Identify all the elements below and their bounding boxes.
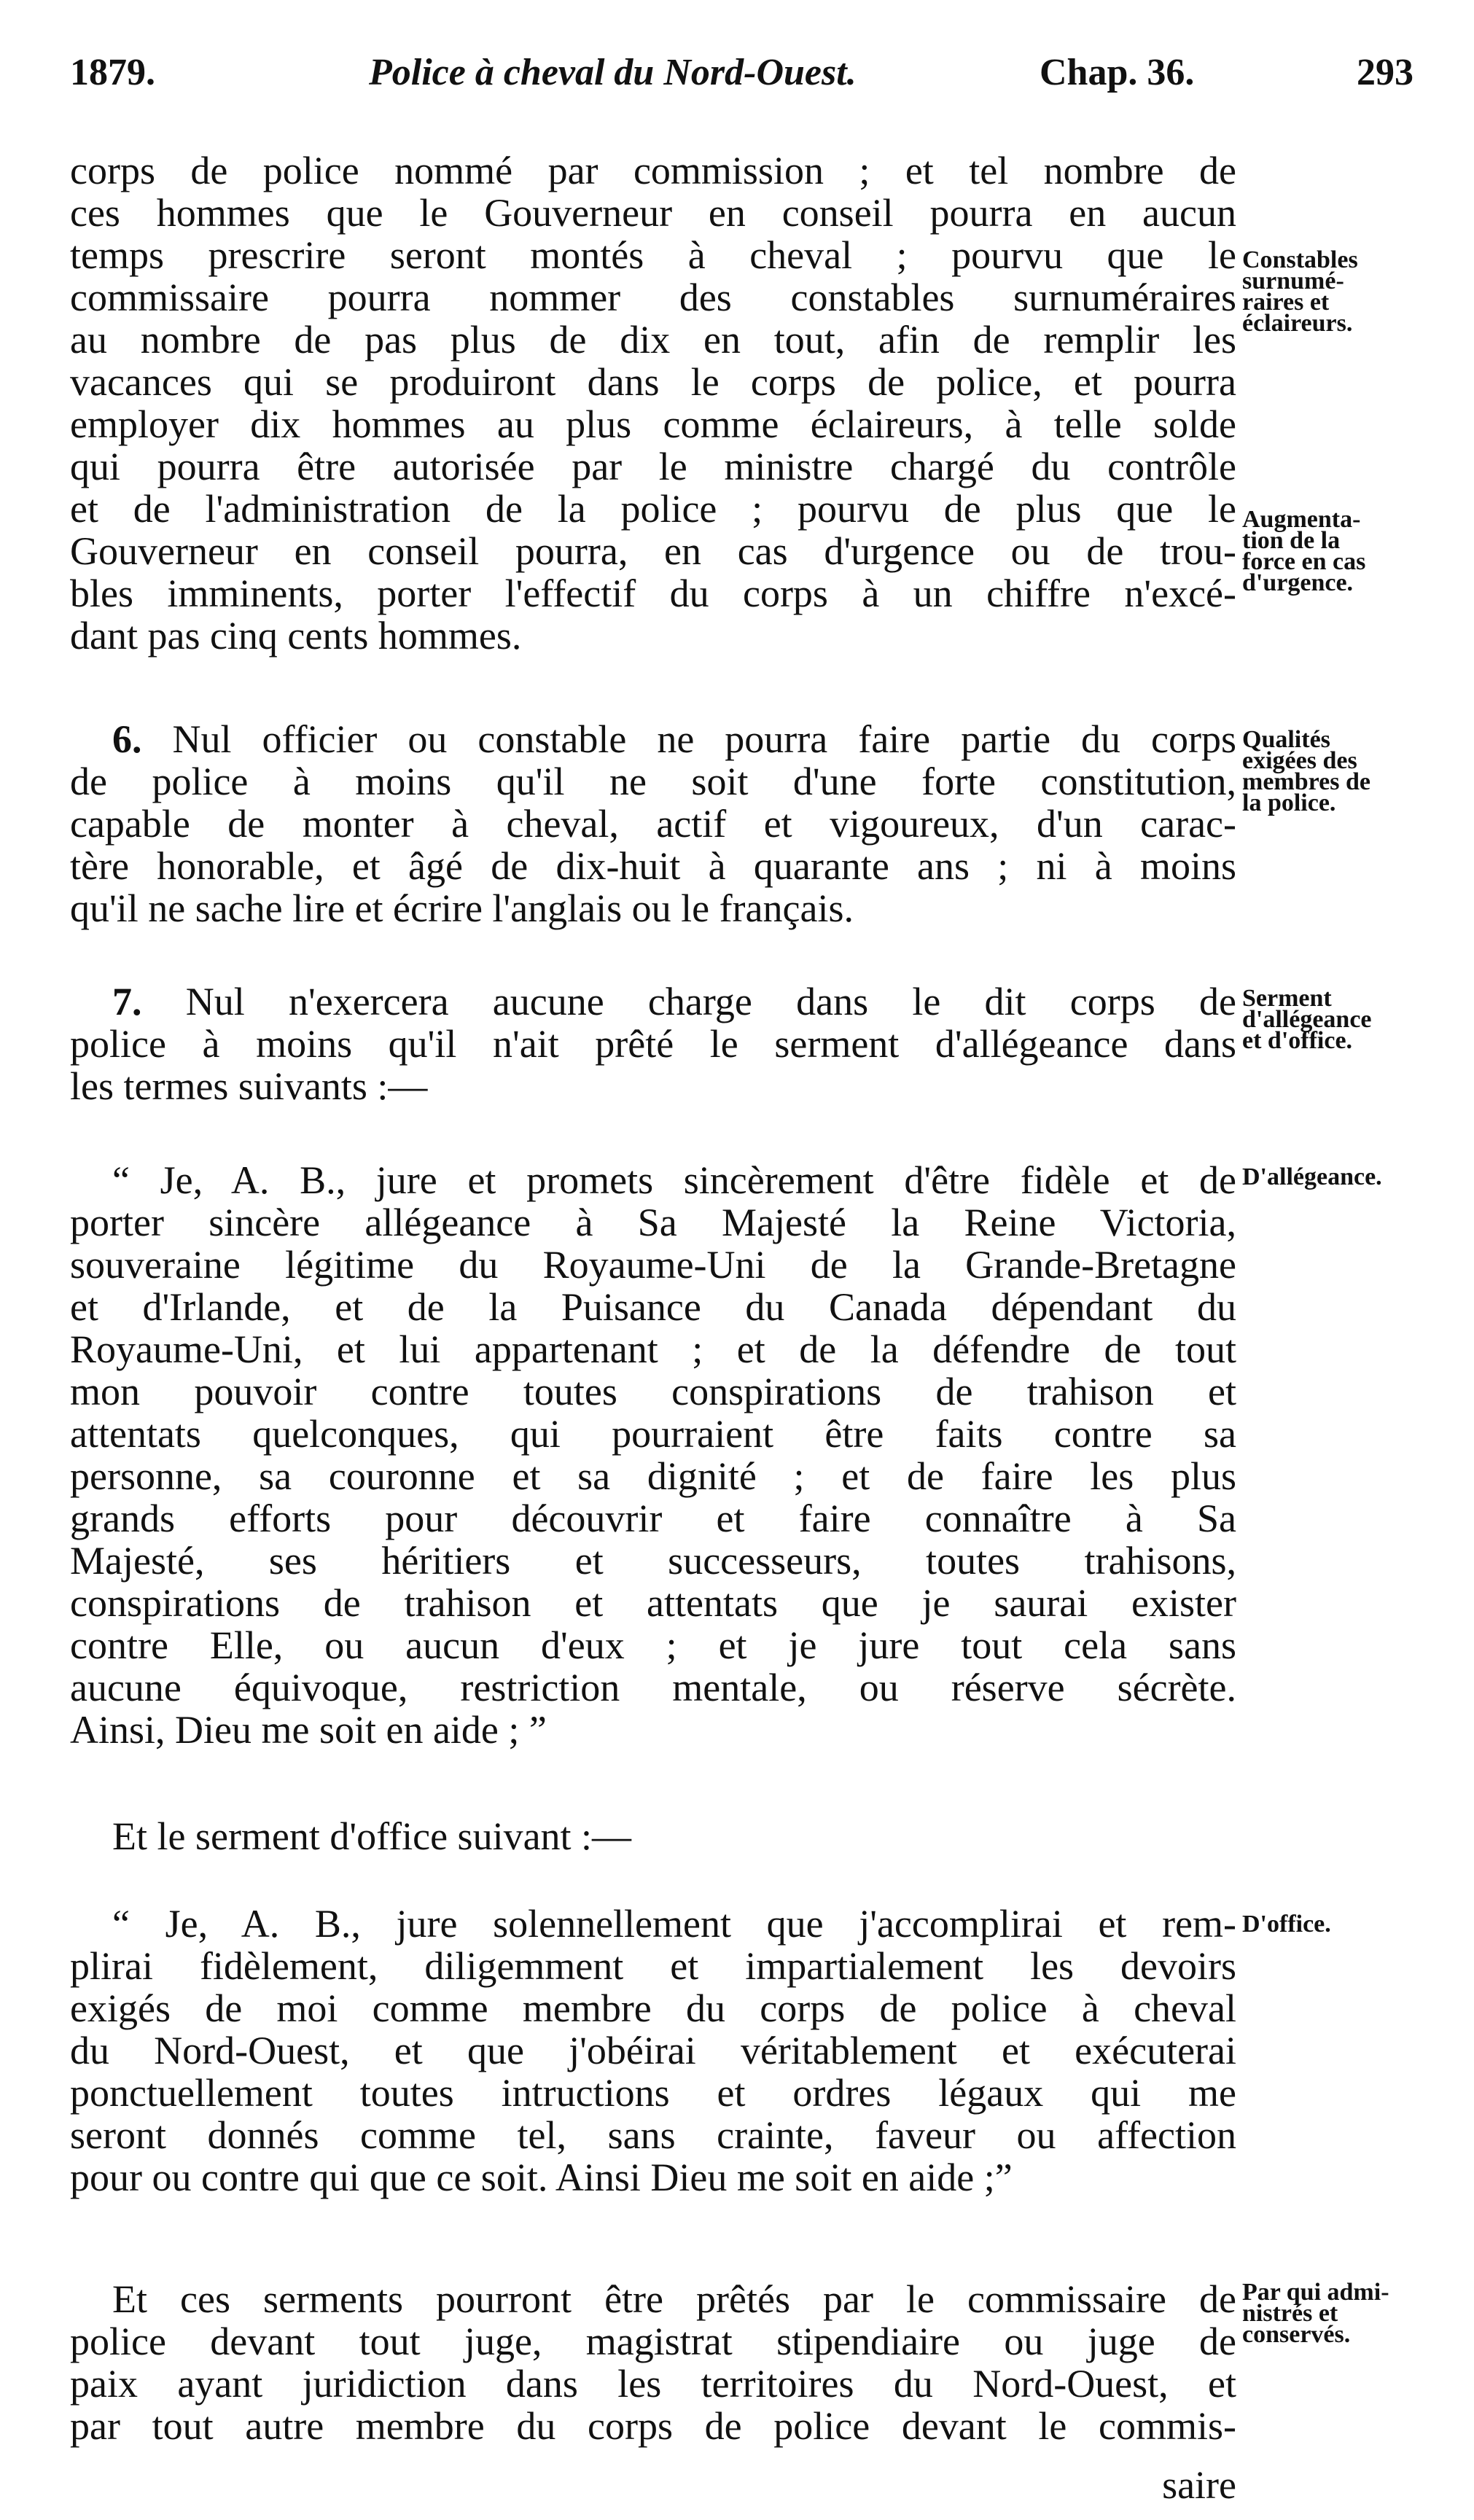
text-line: attentats quelconques, qui pourraient être faits contre sa [70, 1412, 1236, 1456]
sidenote-line: D'allégeance. [1242, 1163, 1382, 1190]
sidenote-line: Serment [1242, 985, 1332, 1012]
text-line: employer dix hommes au plus comme éclaireurs, à telle solde [70, 402, 1236, 446]
sidenote-line: exigées des [1242, 747, 1357, 774]
sidenote-line: nistrés et [1242, 2300, 1338, 2327]
sidenote-line: tion de la [1242, 527, 1341, 554]
text-line: et d'Irlande, et de la Puisance du Canada dépendant du [70, 1285, 1236, 1329]
text-line: tère honorable, et âgé de dix-huit à quarante ans ; ni à moins [70, 844, 1236, 888]
sidenote-line: surnumé- [1242, 268, 1344, 294]
sidenote-constables [1242, 246, 1461, 337]
text-line: conspirations de trahison et attentats que je saurai exister [70, 1581, 1236, 1625]
text-line: plirai fidèlement, diligemment et impartialement les devoirs [70, 1944, 1236, 1988]
text-line: dant pas cinq cents hommes. [70, 614, 522, 658]
text-line: vacances qui se produiront dans le corps de police, et pourra [70, 360, 1236, 404]
text-line: qui pourra être autorisée par le ministre chargé du contrôle [70, 445, 1236, 488]
text-line: police à moins qu'il n'ait prêté le serment d'allégeance dans [70, 1022, 1236, 1066]
running-header [70, 51, 1440, 109]
sidenote-augmentation [1242, 506, 1461, 596]
oath-of-allegiance [70, 1159, 1236, 1751]
text-line: Royaume-Uni, et lui appartenant ; et de la défendre de tout [70, 1327, 1236, 1371]
sidenote-line: Constables [1242, 246, 1358, 273]
text-line: Ainsi, Dieu me soit en aide ; ” [70, 1708, 547, 1752]
text-line: mon pouvoir contre toutes conspirations de trahison et [70, 1370, 1236, 1413]
sidenote-line: conservés. [1242, 2321, 1351, 2348]
sidenote-line: D'office. [1242, 1911, 1331, 1938]
oath-of-office [70, 1903, 1236, 2199]
sidenote-line: force en cas [1242, 548, 1366, 575]
text-line: commissaire pourra nommer des constables surnuméraires [70, 276, 1236, 319]
text-line: Et le serment d'office suivant :— [112, 1814, 632, 1858]
text-line: ponctuellement toutes intructions et ordres légaux qui me [70, 2071, 1236, 2115]
administration-paragraph [70, 2278, 1236, 2447]
header-page-number: 293 [1357, 52, 1413, 93]
section-7 [70, 980, 1236, 1107]
section-number: 6. [112, 717, 142, 761]
sidenote-line: Augmenta- [1242, 506, 1361, 533]
sidenote-line: éclaireurs. [1242, 310, 1353, 337]
text-line-body: Nul officier ou constable ne pourra faire partie du corps [172, 717, 1237, 761]
text-line [70, 980, 1236, 1023]
sidenote-line: la police. [1242, 789, 1336, 816]
text-line: exigés de moi comme membre du corps de police à cheval [70, 1986, 1236, 2030]
sidenote-line: d'allégeance [1242, 1006, 1372, 1033]
text-line: qu'il ne sache lire et écrire l'anglais ou le français. [70, 886, 854, 930]
text-line: grands efforts pour découvrir et faire connaître à Sa [70, 1497, 1236, 1540]
text-line: Et ces serments pourront être prêtés par le commissaire de [112, 2277, 1236, 2321]
text-line: de police à moins qu'il ne soit d'une forte constitution, [70, 760, 1236, 803]
sidenote-line: membres de [1242, 768, 1370, 795]
text-line: capable de monter à cheval, actif et vigoureux, d'un carac- [70, 802, 1236, 846]
office-oath-intro [70, 1815, 1236, 1857]
text-line: police devant tout juge, magistrat stipendiaire ou juge de [70, 2320, 1236, 2363]
text-line: temps prescrire seront montés à cheval ; pourvu que le [70, 233, 1236, 277]
text-line: et de l'administration de la police ; pourvu de plus que le [70, 487, 1236, 531]
text-line: par tout autre membre du corps de police devant le commis- [70, 2404, 1236, 2448]
text-line: “ Je, A. B., jure solennellement que j'accomplirai et rem- [112, 1902, 1236, 1946]
sidenote-line: Par qui admi- [1242, 2279, 1389, 2306]
sidenote-line: raires et [1242, 289, 1330, 316]
header-chapter: Chap. 36. [1040, 52, 1195, 93]
text-line: souveraine légitime du Royaume-Uni de la Grande-Bretagne [70, 1243, 1236, 1287]
sidenote-line: d'urgence. [1242, 569, 1354, 596]
section-6 [70, 718, 1236, 929]
text-line: du Nord-Ouest, et que j'obéirai véritablement et exécuterai [70, 2029, 1236, 2072]
text-line-body: Nul n'exercera aucune charge dans le dit corps de [185, 980, 1236, 1023]
section-number: 7. [112, 980, 142, 1023]
sidenote-line: et d'office. [1242, 1027, 1353, 1054]
text-line: personne, sa couronne et sa dignité ; et de faire les plus [70, 1454, 1236, 1498]
text-line: au nombre de pas plus de dix en tout, afin de remplir les [70, 318, 1236, 362]
text-line: “ Je, A. B., jure et promets sincèrement d'être fidèle et de [112, 1158, 1236, 1202]
header-title: Police à cheval du Nord-Ouest. [369, 52, 857, 93]
text-line: aucune équivoque, restriction mentale, ou réserve sécrète. [70, 1666, 1236, 1709]
catchword: saire [1162, 2463, 1236, 2507]
text-line: ces hommes que le Gouverneur en conseil pourra en aucun [70, 191, 1236, 235]
text-line: Majesté, ses héritiers et successeurs, toutes trahisons, [70, 1539, 1236, 1583]
sidenote-qualites [1242, 726, 1461, 816]
text-line: pour ou contre qui que ce soit. Ainsi Dieu me soit en aide ;” [70, 2156, 1013, 2199]
text-line: les termes suivants :— [70, 1064, 428, 1108]
sidenote-line: Qualités [1242, 726, 1330, 753]
text-line: contre Elle, ou aucun d'eux ; et je jure tout cela sans [70, 1623, 1236, 1667]
sidenote-administres [1242, 2279, 1461, 2348]
text-line [70, 718, 1236, 760]
text-line: corps de police nommé par commission ; et tel nombre de [70, 149, 1236, 192]
paragraph-continuation [70, 149, 1236, 657]
text-line: seront donnés comme tel, sans crainte, faveur ou affection [70, 2113, 1236, 2157]
text-line: Gouverneur en conseil pourra, en cas d'urgence ou de trou- [70, 529, 1236, 573]
text-line: porter sincère allégeance à Sa Majesté la Reine Victoria, [70, 1201, 1236, 1244]
header-year: 1879. [70, 52, 155, 93]
sidenote-serment [1242, 985, 1461, 1054]
sidenote-allegeance [1242, 1163, 1461, 1190]
text-line: paix ayant juridiction dans les territoires du Nord-Ouest, et [70, 2362, 1236, 2406]
sidenote-office [1242, 1911, 1461, 1938]
text-line: bles imminents, porter l'effectif du corps à un chiffre n'excé- [70, 572, 1236, 615]
